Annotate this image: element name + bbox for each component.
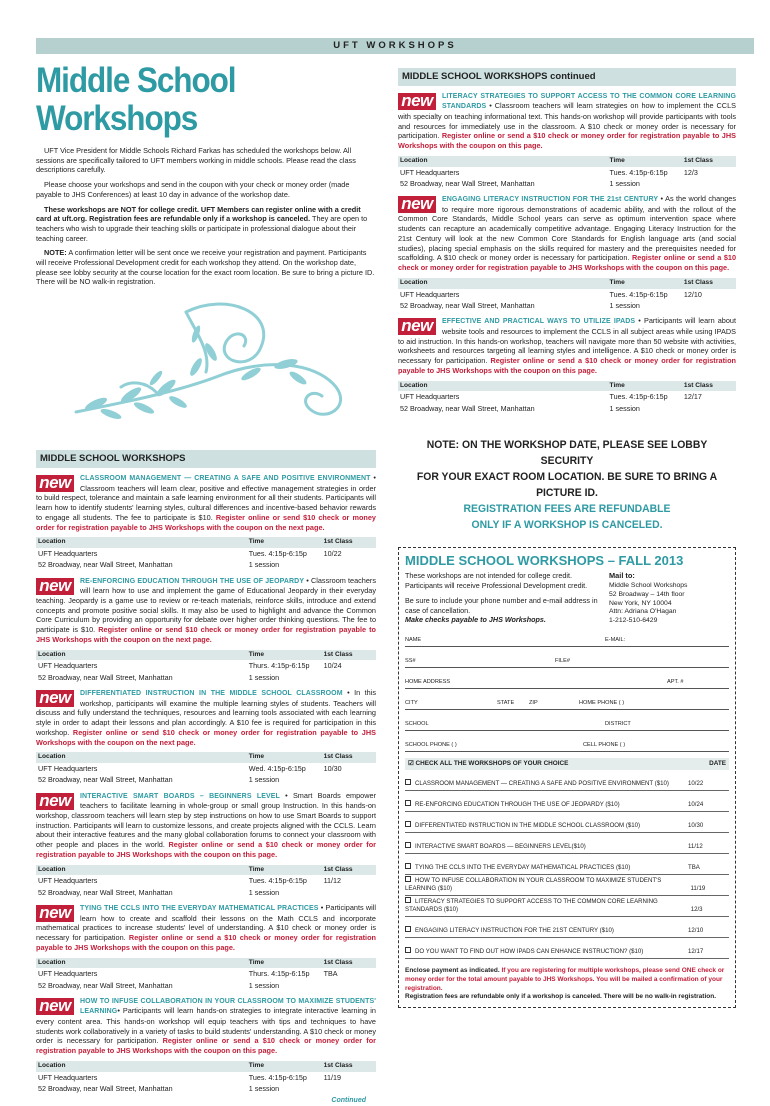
session-time: Tues. 4:15p-6:15p: [609, 167, 668, 177]
cell-phone-label: CELL PHONE ( ): [583, 742, 626, 749]
location-row-2: [36, 1083, 376, 1094]
workshop-choice-row[interactable]: [405, 791, 729, 812]
location-row-2: [398, 178, 736, 189]
workshop-title: LITERACY STRATEGIES TO SUPPORT ACCESS TO THE COMMON CORE LEARNING STANDARDS: [442, 93, 736, 111]
addr-1: Middle School Workshops: [609, 582, 688, 590]
right-section-header: [398, 68, 736, 86]
location-address: 52 Broadway, near Wall Street, Manhattan: [38, 980, 173, 990]
email-label: E-MAIL:: [605, 637, 626, 644]
time-header: Time: [608, 278, 682, 289]
workshop-desc: • Classroom teachers will learn how to use and implement the game of Educational Jeopardy in their everyday teaching. Jeopardy is a game use to review or re-teach materials, reinforce skills, introduce and extend concepts and promote positive social skills. It may also be used to highlight and advance the Common Core Curriculum by providing an opportunity for debate over higher order thinking questions. The fee to participate is $10.: [36, 575, 376, 635]
right-header-sub: continued: [547, 71, 596, 82]
workshop: [398, 316, 736, 414]
addr-2: 52 Broadway – 14th floor: [609, 590, 685, 598]
intro-p2: Please choose your workshops and send in the coupon with your check or money order (made payable to JHS Conferences) at least 10 day in advance of the workshop date.: [36, 180, 350, 199]
workshop: [398, 91, 736, 189]
city-label: CITY: [405, 700, 418, 707]
location-address: 52 Broadway, near Wall Street, Manhattan: [38, 672, 173, 682]
location-address: 52 Broadway, near Wall Street, Manhattan: [38, 1083, 173, 1093]
check-header-label: CHECK ALL THE WORKSHOPS OF YOUR CHOICE: [415, 759, 569, 767]
new-badge: new: [36, 578, 74, 595]
location-header: Location: [36, 537, 247, 548]
coupon-line-4: Make checks payable to JHS Workshops.: [405, 615, 546, 625]
state-label: STATE: [497, 700, 515, 707]
note-line-4: ONLY IF A WORKSHOP IS CANCELED.: [471, 518, 663, 531]
right-column: [398, 68, 736, 1008]
foot-last: Registration fees are refundable only if a workshop is canceled. There will be no walk-in registration.: [405, 993, 716, 1001]
intro-p1: UFT Vice President for Middle Schools Richard Farkas has scheduled the workshops below. All sessions are specifically tailored to UFT members working in middle schools. Please read the class descriptions carefully.: [36, 146, 356, 175]
coupon-line-1: These workshops are not intended for college credit.: [405, 571, 573, 581]
empty-cell: [322, 1083, 376, 1094]
workshop-description: [398, 316, 736, 375]
first-class-header: 1st Class: [682, 381, 736, 392]
workshop-desc: • Participants will learn hands-on strategies to integrate interactive learning in every content area. This hands-on workshop will equip teachers with tips and techniques to have students work collaboratively in a variety of tasks to build students' understanding. A $10 check or money order is necessary for participation.: [36, 1006, 376, 1046]
choice-label: INTERACTIVE SMART BOARDS — BEGINNERS LEVEL($10): [415, 843, 586, 850]
new-badge: new: [398, 318, 436, 335]
choice-date: 12/17: [688, 948, 704, 955]
first-class-header: 1st Class: [682, 278, 736, 289]
name-field[interactable]: [405, 626, 729, 647]
location-row-1: [398, 167, 736, 178]
choice-label: LITERACY STRATEGIES TO SUPPORT ACCESS TO THE COMMON CORE LEARNING STANDARDS ($10): [405, 897, 658, 913]
right-header-main: MIDDLE SCHOOL WORKSHOPS: [402, 71, 548, 82]
workshop-desc: • As the world changes to require more rigorous demonstrations of academic ability, and with the rollout of the Common Core Standards, Middle School years can serve as optimum intervention space where students can recapture an academically competitive advantage. Engaging Literacy Instruction for the 21st Century will look at the new Common Core Standards for English language arts (and social studies), placing special emphasis on the skills required for mastery and the prerequisites needed for scaffolding. A $10 check or money order is necessary for participation.: [398, 194, 736, 263]
time-header: Time: [608, 156, 682, 167]
location-header: Location: [36, 752, 247, 763]
first-class-date: 11/12: [323, 876, 342, 886]
choice-left: [405, 926, 614, 935]
location-row-2: [398, 300, 736, 311]
location-name: UFT Headquarters: [400, 289, 460, 299]
workshop-desc: • Participants will learn about website tools and resources to implement the CCLS in all subject areas while using IPADS to aid instruction. In this hands-on workshop, teachers will navigate more than 50 website with activities, worksheets and resources targeting all learning styles and intelligence. A $10 check or money order is necessary for participation.: [398, 316, 736, 366]
intro-p4-bold: NOTE:: [44, 248, 67, 258]
location-name: UFT Headquarters: [38, 764, 98, 774]
workshop-title: CLASSROOM MANAGEMENT — CREATING A SAFE AND POSITIVE ENVIRONMENT: [80, 475, 371, 483]
check-header-left: [408, 760, 568, 768]
location-row-1: [398, 289, 736, 300]
choice-date: 12/10: [688, 927, 704, 934]
empty-cell: [322, 672, 376, 683]
choice-date: 10/24: [688, 801, 704, 808]
new-badge: new: [398, 196, 436, 213]
workshop-location-table: [398, 278, 736, 311]
time-header: Time: [247, 752, 322, 763]
new-badge: new: [36, 998, 74, 1015]
home-address-label: HOME ADDRESS: [405, 679, 451, 686]
choice-label: CLASSROOM MANAGEMENT — CREATING A SAFE AND POSITIVE ENVIRONMENT ($10): [415, 780, 669, 787]
district-label: DISTRICT: [605, 721, 631, 728]
intro: [36, 146, 376, 287]
workshop-choice-row[interactable]: [405, 812, 729, 833]
checkbox-icon: ☑: [408, 759, 416, 767]
first-class-date: 11/19: [323, 1072, 342, 1082]
foot-red: If you are registering for multiple workshops, please send ONE check or money order for the total amount payable to JHS Workshops. You will be mailed a confirmation of your registration.: [405, 967, 725, 992]
time-header: Time: [247, 1061, 322, 1072]
workshop-register-note: Register online or send $10 check or money order for registration payable to JHS Workshops with the coupon on the next page.: [36, 727, 376, 747]
choice-label: RE-ENFORCING EDUCATION THROUGH THE USE OF JEOPARDY ($10): [415, 801, 620, 808]
first-class-date: 12/3: [683, 167, 698, 177]
intro-p4-rest: A confirmation letter will be sent once we receive your registration and payment. Participants will receive Professional Development credit for each workshop they attend. On the workshop date, please see lobby security at the course location for the exact room location. Be sure to bring a picture ID. There will be NO walk-in registration.: [36, 248, 375, 287]
session-time: Tues. 4:15p-6:15p: [248, 1072, 307, 1082]
location-row-1: [36, 548, 376, 559]
location-header-row: [36, 752, 376, 763]
location-header-row: [398, 156, 736, 167]
workshop-title: EFFECTIVE AND PRACTICAL WAYS TO UTILIZE IPADS: [442, 318, 636, 326]
session-time: Tues. 4:15p-6:15p: [609, 392, 668, 402]
workshop-location-table: [36, 865, 376, 898]
coupon-title: MIDDLE SCHOOL WORKSHOPS – FALL 2013: [405, 553, 684, 569]
choice-checkbox[interactable]: [405, 863, 411, 869]
location-name: UFT Headquarters: [38, 969, 98, 979]
ss-field[interactable]: [405, 647, 729, 668]
location-header-row: [36, 1061, 376, 1072]
session-time: Tues. 4:15p-6:15p: [248, 876, 307, 886]
workshop-description: [36, 791, 376, 860]
location-row-1: [36, 875, 376, 886]
workshop-register-note: Register online or send a $10 check or money order for registration payable to JHS Workshops with the coupon on this page.: [36, 1036, 376, 1056]
empty-cell: [322, 559, 376, 570]
time-header: Time: [247, 865, 322, 876]
session-count: 1 session: [609, 403, 640, 413]
mail-to-label: Mail to:: [609, 571, 635, 581]
intro-p3: [36, 205, 376, 244]
workshop-description: [398, 194, 736, 273]
new-badge: new: [398, 93, 436, 110]
workshop-register-note: Register online or send a $10 check or money order for registration payable to JHS Workshops with the coupon on this page.: [398, 253, 737, 273]
first-class-date: 10/30: [323, 764, 342, 774]
location-row-1: [398, 391, 736, 402]
location-name: UFT Headquarters: [38, 876, 98, 886]
time-header: Time: [247, 650, 322, 661]
first-class-date: 12/17: [683, 392, 702, 402]
continued-label: Continued: [331, 1097, 366, 1105]
choice-label: TYING THE CCLS INTO THE EVERYDAY MATHEMATICAL PRACTICES ($10): [415, 864, 631, 871]
workshop: [36, 473, 376, 571]
workshop-title: TYING THE CCLS INTO THE EVERYDAY MATHEMATICAL PRACTICES: [80, 905, 319, 913]
session-time: Wed. 4:15p-6:15p: [248, 764, 306, 774]
location-row-2: [36, 774, 376, 785]
session-time: Tues. 4:15p-6:15p: [248, 549, 307, 559]
addr-5: 1-212-510-6429: [609, 616, 658, 624]
first-class-date: 10/22: [323, 549, 342, 559]
location-address: 52 Broadway, near Wall Street, Manhattan: [38, 887, 173, 897]
workshop: [36, 903, 376, 991]
school-label: SCHOOL: [405, 721, 429, 728]
choice-left: [405, 821, 640, 830]
workshop-desc: • Smart Boards empower teachers to facilitate learning in whole-group or small group Instruction. In this hands-on workshop, classroom teachers will learn step by step instructions on how to use Smart Boards to support instruction. Participants will learn to customize lessons, and create projects aligned with the CCLS. Learn about their interactive features and the many global collaboration forums to connect your classroom with other people and places in the world.: [36, 790, 376, 850]
left-section-header: MIDDLE SCHOOL WORKSHOPS: [36, 450, 376, 468]
choice-left: [405, 897, 691, 914]
date-header: DATE: [709, 759, 726, 767]
choice-date: 11/12: [688, 843, 703, 850]
page-title: Middle School Workshops: [36, 61, 236, 138]
check-header: [405, 758, 729, 770]
location-header-row: [36, 958, 376, 969]
location-header-row: [36, 650, 376, 661]
workshop-title: DIFFERENTIATED INSTRUCTION IN THE MIDDLE SCHOOL CLASSROOM: [80, 690, 343, 698]
choice-checkbox[interactable]: [405, 779, 411, 785]
workshop-choice-row[interactable]: [405, 938, 729, 959]
workshop-location-table: [36, 537, 376, 570]
location-row-1: [36, 763, 376, 774]
first-class-header: 1st Class: [682, 156, 736, 167]
ss-label: SS#: [405, 658, 416, 665]
zip-label: ZIP: [529, 700, 538, 707]
intro-p3-bold: These workshops are NOT for college credit. UFT Members can register online with a credit card at uft.org. Registration fees are refundable only if a workshop is canceled.: [36, 204, 361, 224]
home-address-field[interactable]: [405, 668, 729, 689]
choice-checkbox[interactable]: [405, 821, 411, 827]
workshop-choices: [405, 770, 729, 959]
location-row-2: [36, 980, 376, 991]
note-line-2: FOR YOUR EXACT ROOM LOCATION. BE SURE TO BRING A PICTURE ID.: [416, 470, 718, 499]
location-row-1: [36, 1072, 376, 1083]
school-phone-label: SCHOOL PHONE ( ): [405, 742, 457, 749]
workshop: [36, 791, 376, 898]
location-name: UFT Headquarters: [38, 549, 98, 559]
intro-p3-rest: They are open to teachers who wish to upgrade their teaching skills or participate in professional dialogue about their teaching career.: [36, 214, 368, 243]
location-header: Location: [36, 865, 247, 876]
location-address: 52 Broadway, near Wall Street, Manhattan: [400, 301, 535, 311]
new-badge: new: [36, 905, 74, 922]
workshop-description: [36, 996, 376, 1056]
location-header: Location: [398, 278, 608, 289]
decorative-swirl: [36, 292, 376, 450]
first-class-header: 1st Class: [322, 958, 376, 969]
workshop-title: INTERACTIVE SMART BOARDS – BEGINNERS LEVEL: [80, 792, 280, 800]
workshop-register-note: Register online or send a $10 check or money order for registration payable to JHS Workshops with the coupon on this page.: [36, 933, 376, 952]
left-workshop-list: [36, 473, 376, 1094]
choice-date: 12/3: [690, 906, 703, 913]
city-field[interactable]: [405, 689, 729, 710]
location-header-row: [36, 865, 376, 876]
location-header: Location: [36, 958, 247, 969]
choice-label: ENGAGING LITERACY INSTRUCTION FOR THE 21ST CENTURY ($10): [415, 927, 614, 934]
choice-label: DO YOU WANT TO FIND OUT HOW IPADS CAN ENHANCE INSTRUCTION? ($10): [415, 948, 644, 955]
choice-checkbox[interactable]: [405, 926, 411, 932]
right-workshop-list: [398, 91, 736, 414]
choice-checkbox[interactable]: [405, 897, 411, 903]
empty-cell: [682, 300, 736, 311]
apt-label: APT. #: [667, 679, 684, 686]
choice-left: [405, 876, 690, 893]
location-address: 52 Broadway, near Wall Street, Manhattan: [38, 775, 173, 785]
workshop-description: [36, 576, 376, 645]
first-class-header: 1st Class: [322, 865, 376, 876]
location-row-2: [398, 403, 736, 414]
first-class-header: 1st Class: [322, 650, 376, 661]
home-phone-label: HOME PHONE ( ): [579, 700, 625, 707]
workshop-location-table: [36, 1061, 376, 1094]
choice-left: [405, 842, 586, 851]
session-time: Thurs. 4:15p-6:15p: [248, 661, 310, 671]
location-header: Location: [398, 156, 608, 167]
session-count: 1 session: [609, 301, 640, 311]
mail-to-address: [609, 571, 729, 625]
workshop-title: HOW TO INFUSE COLLABORATION IN YOUR CLASSROOM TO MAXIMIZE STUDENTS' LEARNING: [80, 998, 376, 1016]
location-row-1: [36, 968, 376, 979]
time-header: Time: [247, 958, 322, 969]
choice-label: HOW TO INFUSE COLLABORATION IN YOUR CLASSROOM TO MAXIMIZE STUDENT'S LEARNING ($10): [405, 876, 662, 892]
empty-cell: [322, 887, 376, 898]
first-class-header: 1st Class: [322, 1061, 376, 1072]
workshop-choice-row[interactable]: [405, 770, 729, 791]
note-line-3: REGISTRATION FEES ARE REFUNDABLE: [463, 502, 671, 515]
workshop-desc: • In this workshop, participants will examine the multiple learning styles of students. Teachers will discuss and fully understand the techniques, resources and learning tools associated with each learning style in order to adapt their lessons and plan accordingly. A $10 fee is required for participation in this workshop.: [36, 688, 377, 737]
session-count: 1 session: [248, 560, 280, 570]
addr-4: Attn: Adriana O'Hagan: [609, 608, 677, 616]
first-class-date: 12/10: [683, 289, 702, 299]
choice-date: 10/22: [688, 780, 704, 787]
choice-left: [405, 779, 669, 788]
workshop: [36, 576, 376, 683]
time-header: Time: [608, 381, 682, 392]
workshop-choice-row[interactable]: [405, 896, 729, 917]
workshop-description: [36, 688, 376, 747]
new-badge: new: [36, 475, 74, 492]
workshop-location-table: [398, 381, 736, 414]
choice-date: TBA: [688, 864, 700, 871]
time-header: Time: [247, 537, 322, 548]
location-row-2: [36, 559, 376, 570]
choice-left: [405, 947, 643, 956]
session-count: 1 session: [248, 672, 280, 682]
workshop-choice-row[interactable]: [405, 917, 729, 938]
note-line-1: NOTE: ON THE WORKSHOP DATE, PLEASE SEE LOBBY SECURITY: [426, 439, 708, 467]
workshop-description: [36, 903, 376, 952]
name-label: NAME: [405, 637, 422, 644]
workshop: [398, 194, 736, 311]
session-count: 1 session: [248, 980, 280, 990]
workshop: [36, 688, 376, 786]
workshop-title: RE-ENFORCING EDUCATION THROUGH THE USE OF JEOPARDY: [80, 577, 305, 585]
choice-label: DIFFERENTIATED INSTRUCTION IN THE MIDDLE SCHOOL CLASSROOM ($10): [415, 822, 641, 829]
school-phone-field[interactable]: [405, 731, 729, 752]
registration-coupon: [398, 547, 736, 1008]
choice-left: [405, 800, 620, 809]
workshop-choice-row[interactable]: [405, 833, 729, 854]
workshop-location-table: [398, 156, 736, 189]
banner: [36, 38, 754, 54]
location-name: UFT Headquarters: [400, 167, 460, 177]
workshop: [36, 996, 376, 1094]
choice-left: [405, 863, 630, 872]
first-class-header: 1st Class: [322, 752, 376, 763]
workshop-location-table: [36, 752, 376, 785]
choice-checkbox[interactable]: [405, 800, 411, 806]
banner-text: UFT WORKSHOPS: [333, 40, 457, 51]
first-class-date: 10/24: [323, 661, 342, 671]
workshop-description: [36, 473, 376, 532]
choice-checkbox[interactable]: [405, 947, 411, 953]
workshop-desc: • Classroom teachers will learn clear, positive and effective management strategies in order to build respect, tolerance and maintain a safe learning environment for all their students. Participants will learn how to identify students' learning styles, cultural differences and incentive-based behavior rewards to engage all students. The fee to participate is $10.: [36, 473, 376, 522]
session-count: 1 session: [248, 1083, 280, 1093]
workshop-desc: • Classroom teachers will learn strategies on how to implement the CCLS with specialty on teaching informational text. This hands-on workshop will provide participants with tools and resources for immediately use in the classroom. A $10 check or money order is necessary for participation.: [398, 101, 736, 141]
empty-cell: [322, 774, 376, 785]
choice-checkbox[interactable]: [405, 876, 411, 882]
choice-checkbox[interactable]: [405, 842, 411, 848]
left-column: [36, 62, 376, 1106]
choice-date: 10/30: [688, 822, 704, 829]
addr-3: New York, NY 10004: [609, 599, 672, 607]
foot-black: Enclose payment as indicated.: [405, 967, 502, 975]
choice-date: 11/19: [690, 885, 706, 892]
location-header: Location: [398, 381, 608, 392]
session-count: 1 session: [248, 775, 280, 785]
workshop-register-note: Register online or send a $10 check or money order for registration payable to JHS Workshops with the coupon on this page.: [36, 840, 376, 859]
location-name: UFT Headquarters: [38, 661, 98, 671]
workshop-location-table: [36, 650, 376, 683]
location-row-2: [36, 887, 376, 898]
workshop-register-note: Register online or send a $10 check or money order for registration payable to JHS Workshops with the coupon on this page.: [398, 131, 736, 151]
empty-cell: [322, 980, 376, 991]
workshop-register-note: Register online or send a $10 check or money order for registration payable to JHS Workshops with the coupon on this page.: [398, 356, 736, 375]
workshop-location-table: [36, 958, 376, 991]
workshop-choice-row[interactable]: [405, 875, 729, 896]
location-row-2: [36, 672, 376, 683]
location-header: Location: [36, 1061, 247, 1072]
first-class-header: 1st Class: [322, 537, 376, 548]
school-field[interactable]: [405, 710, 729, 731]
session-count: 1 session: [609, 178, 640, 188]
swirl-illustration: [36, 292, 376, 442]
lobby-note: [410, 438, 724, 533]
location-row-1: [36, 660, 376, 671]
workshop-register-note: Register online or send $10 check or money order for registration payable to JHS Workshops with the coupon on the next page.: [36, 512, 376, 532]
coupon-line-3: Be sure to include your phone number and e-mail address in case of cancellation.: [405, 596, 598, 615]
workshop-register-note: Register online or send $10 check or money order for registration payable to JHS Workshops with the coupon on the next page.: [36, 625, 376, 644]
location-address: 52 Broadway, near Wall Street, Manhattan: [38, 560, 173, 570]
location-name: UFT Headquarters: [400, 392, 460, 402]
empty-cell: [682, 178, 736, 189]
workshop-choice-row[interactable]: [405, 854, 729, 875]
location-header-row: [398, 278, 736, 289]
workshop-description: [398, 91, 736, 151]
new-badge: new: [36, 690, 74, 707]
file-label: FILE#: [555, 658, 570, 665]
location-header-row: [398, 381, 736, 392]
workshop-desc: • Participants will learn how to create and scaffold their lessons on the Math CCLS and incorporate mathematical practices to increase students' level of understanding. A $10 check or money order is necessary for participation.: [36, 903, 376, 943]
location-header-row: [36, 537, 376, 548]
coupon-info: [405, 571, 729, 625]
session-time: Tues. 4:15p-6:15p: [609, 289, 668, 299]
coupon-line-2: Participants will receive Professional Development credit.: [405, 580, 588, 590]
location-name: UFT Headquarters: [38, 1072, 98, 1082]
payment-footnote: [405, 967, 729, 1002]
coupon-instructions: [405, 571, 605, 625]
location-address: 52 Broadway, near Wall Street, Manhattan: [400, 403, 535, 413]
location-header: Location: [36, 650, 247, 661]
first-class-date: TBA: [323, 969, 338, 979]
empty-cell: [682, 403, 736, 414]
new-badge: new: [36, 793, 74, 810]
workshop-title: ENGAGING LITERACY INSTRUCTION FOR THE 21st CENTURY: [442, 196, 659, 204]
location-address: 52 Broadway, near Wall Street, Manhattan: [400, 178, 535, 188]
intro-p4: [36, 248, 376, 287]
session-count: 1 session: [248, 887, 280, 897]
session-time: Thurs. 4:15p-6:15p: [248, 969, 310, 979]
